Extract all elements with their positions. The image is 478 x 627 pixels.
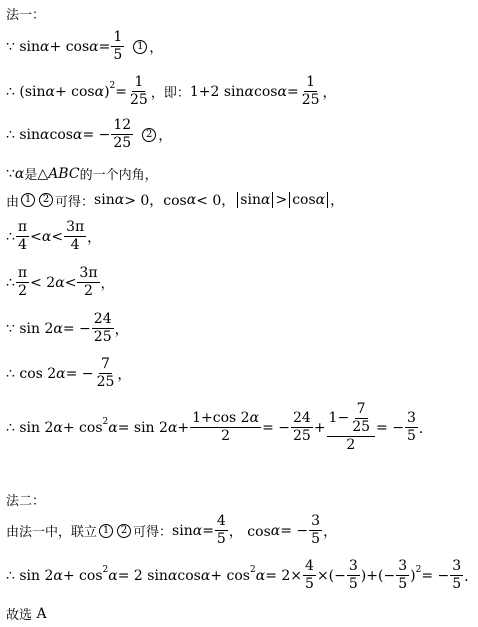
method-one-result: ∴ sin 2 α + cos 2 α = sin 2 α + 1+cos 2α 2 = − 24 25 + 1− 7 25 2 = − 3 5 ． bbox=[6, 401, 433, 453]
method-two-heading: 法二： bbox=[6, 494, 46, 509]
method-one-heading: 法一： bbox=[6, 8, 46, 23]
method-two-result: ∴ sin 2 α + cos 2 α = 2 sin α cos α + cos 2 α = 2× 4 5 ×(− 3 5 )+(− 3 5 ) 2 = − 3 5 ． bbox=[6, 558, 478, 592]
angle-statement: ∵ α 是 △ ABC 的一个内角， bbox=[6, 165, 158, 183]
given-equation: ∵ sin α + cos α = 1 5 1 ， bbox=[6, 29, 164, 63]
cos-double-angle: ∴ cos 2 α = − 7 25 ， bbox=[6, 356, 132, 390]
double-alpha-range: ∴ π 2 < 2 α < 3π 2 ， bbox=[6, 265, 115, 299]
squared-equation: ∴ (sin α + cos α ) 2 = 1 25 ，即： 1+2 sin α cos α = 1 25 ， bbox=[6, 74, 337, 108]
sign-conclusion: 由 1 2 可得： sin α > 0，cos α < 0， sinα > cosα ， bbox=[6, 192, 345, 210]
method-two-values: 由法一中，联立 1 2 可得： sin α = 4 5 ， cos α = − 3 5 ， bbox=[6, 513, 338, 547]
sin-double-angle: ∵ sin 2 α = − 24 25 ， bbox=[6, 311, 129, 345]
answer-choice: 故选 A bbox=[6, 605, 47, 623]
product-equation: ∴ sin α cos α = − 12 25 2 ， bbox=[6, 117, 173, 151]
alpha-range: ∴ π 4 < α < 3π 4 ， bbox=[6, 219, 102, 253]
